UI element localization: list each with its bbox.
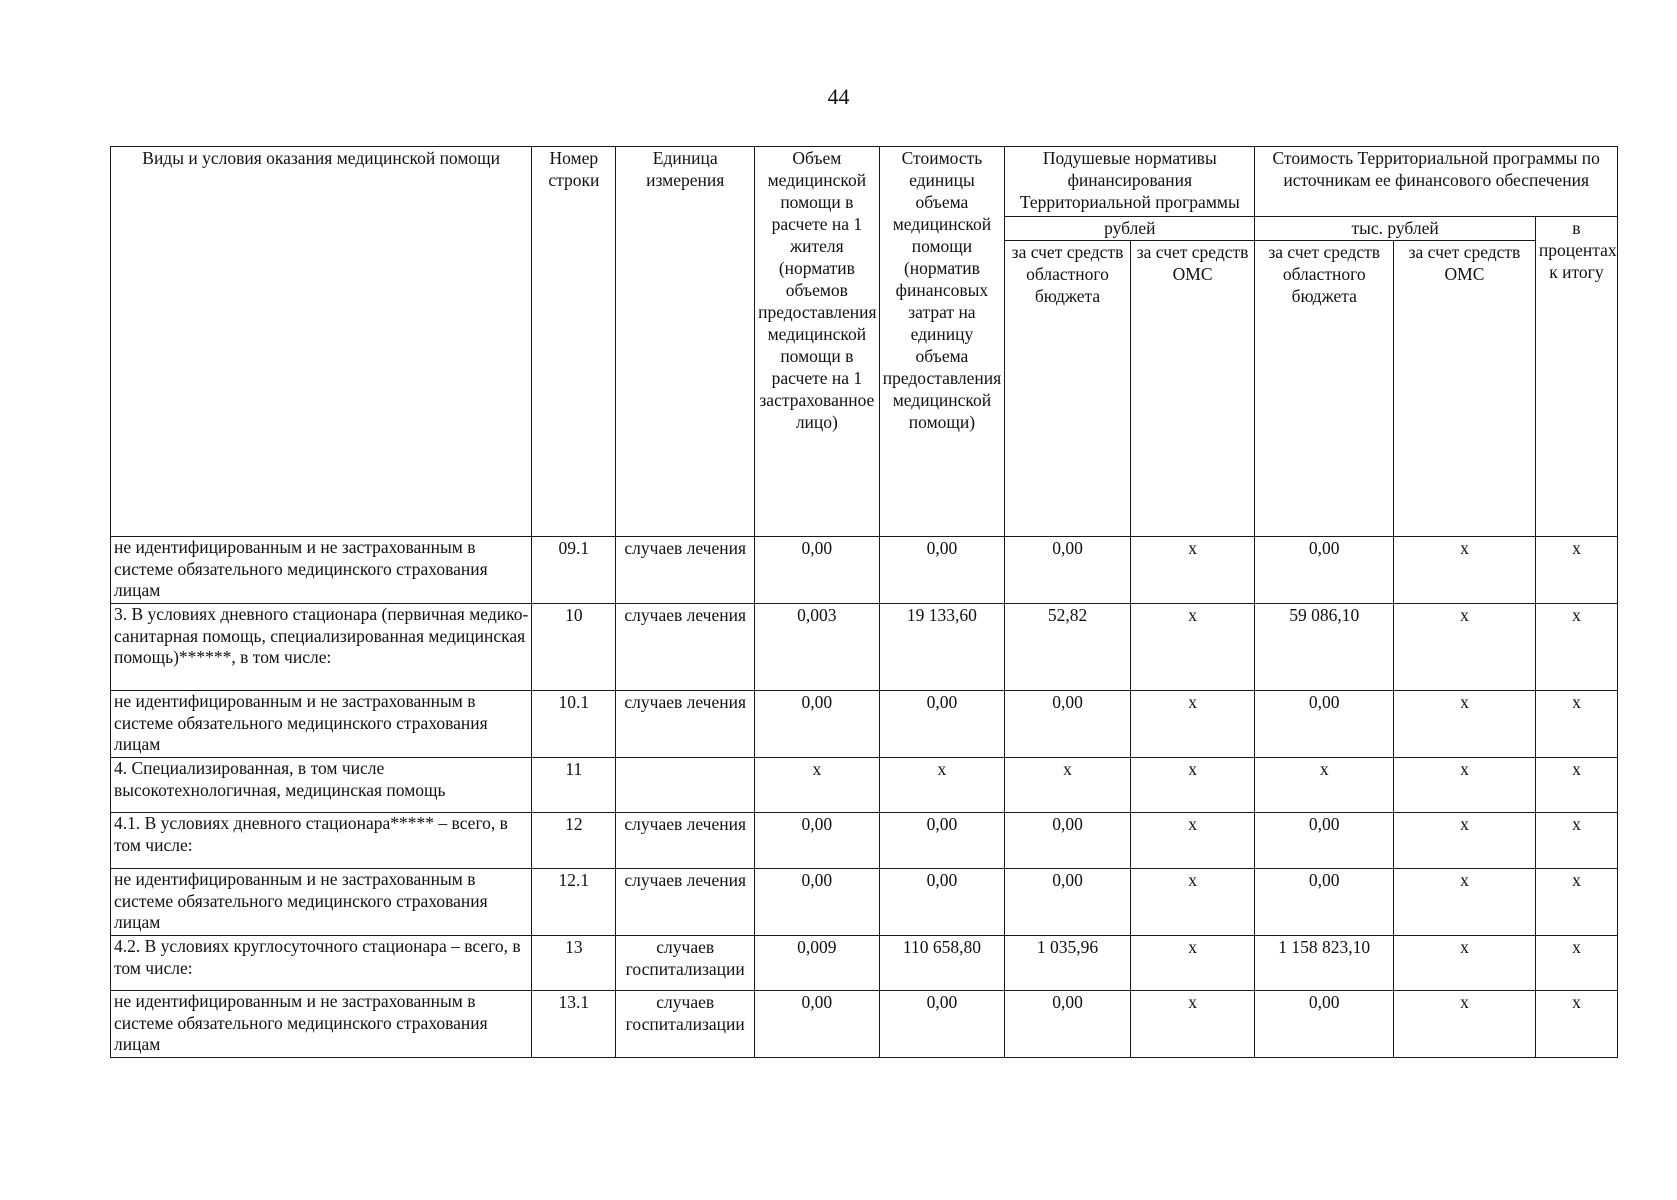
table-row xyxy=(111,869,1618,936)
row-unit: случаев лечения xyxy=(616,869,755,936)
row-cost: 110 658,80 xyxy=(879,936,1005,991)
row-per-capita-budget: х xyxy=(1005,758,1131,813)
row-name: не идентифицированным и не застрахованным в системе обязательного медицинского страхования лицам xyxy=(111,991,532,1058)
header-unit: Единица измерения xyxy=(616,147,755,537)
table-row xyxy=(111,537,1618,604)
row-total-budget: 0,00 xyxy=(1255,869,1394,936)
row-per-capita-oms: х xyxy=(1130,813,1255,869)
row-cost: х xyxy=(879,758,1005,813)
row-total-oms: х xyxy=(1394,991,1536,1058)
row-number: 10.1 xyxy=(532,691,616,758)
row-per-capita-budget: 0,00 xyxy=(1005,869,1131,936)
row-unit: случаев лечения xyxy=(616,813,755,869)
table-row xyxy=(111,604,1618,691)
row-percent: х xyxy=(1535,936,1617,991)
row-volume: 0,009 xyxy=(755,936,880,991)
row-total-oms: х xyxy=(1394,936,1536,991)
row-name: не идентифицированным и не застрахованным в системе обязательного медицинского страхования лицам xyxy=(111,537,532,604)
row-per-capita-oms: х xyxy=(1130,936,1255,991)
row-per-capita-oms: х xyxy=(1130,758,1255,813)
row-number: 10 xyxy=(532,604,616,691)
row-per-capita-budget: 0,00 xyxy=(1005,691,1131,758)
row-percent: х xyxy=(1535,604,1617,691)
row-number: 12 xyxy=(532,813,616,869)
header-row-number: Номер строки xyxy=(532,147,616,537)
row-number: 09.1 xyxy=(532,537,616,604)
row-per-capita-budget: 52,82 xyxy=(1005,604,1131,691)
row-total-budget: 0,00 xyxy=(1255,691,1394,758)
row-cost: 0,00 xyxy=(879,691,1005,758)
row-total-budget: 1 158 823,10 xyxy=(1255,936,1394,991)
table-row xyxy=(111,936,1618,991)
header-kind: Виды и условия оказания медицинской помощи xyxy=(111,147,532,537)
header-total-budget: за счет средств областного бюджета xyxy=(1255,241,1394,537)
row-total-oms: х xyxy=(1394,813,1536,869)
row-number: 12.1 xyxy=(532,869,616,936)
row-cost: 0,00 xyxy=(879,537,1005,604)
row-total-oms: х xyxy=(1394,758,1536,813)
row-name: 3. В условиях дневного стационара (первичная медико-санитарная помощь, специализированная медицинская помощь)******, в том числе: xyxy=(111,604,532,691)
header-thousand-rubles: тыс. рублей xyxy=(1255,217,1536,241)
row-percent: х xyxy=(1535,758,1617,813)
row-per-capita-oms: х xyxy=(1130,604,1255,691)
row-unit: случаев лечения xyxy=(616,537,755,604)
row-total-budget: х xyxy=(1255,758,1394,813)
row-cost: 0,00 xyxy=(879,869,1005,936)
row-unit: случаев госпитализации xyxy=(616,991,755,1058)
financing-table xyxy=(110,146,1618,1058)
row-cost: 19 133,60 xyxy=(879,604,1005,691)
row-per-capita-oms: х xyxy=(1130,869,1255,936)
table-row xyxy=(111,758,1618,813)
header-volume: Объем медицинской помощи в расчете на 1 жителя (норматив объемов предоставления медицинской помощи в расчете на 1 застрахованное лицо) xyxy=(755,147,880,537)
row-number: 11 xyxy=(532,758,616,813)
row-total-oms: х xyxy=(1394,869,1536,936)
row-total-budget: 0,00 xyxy=(1255,813,1394,869)
row-name: не идентифицированным и не застрахованным в системе обязательного медицинского страхования лицам xyxy=(111,691,532,758)
row-cost: 0,00 xyxy=(879,991,1005,1058)
header-per-capita-budget: за счет средств областного бюджета xyxy=(1005,241,1131,537)
row-total-budget: 0,00 xyxy=(1255,991,1394,1058)
row-name: не идентифицированным и не застрахованным в системе обязательного медицинского страхования лицам xyxy=(111,869,532,936)
page-number: 44 xyxy=(827,84,850,109)
table-row xyxy=(111,813,1618,869)
row-percent: х xyxy=(1535,991,1617,1058)
row-unit xyxy=(616,758,755,813)
row-volume: 0,00 xyxy=(755,813,880,869)
row-volume: 0,003 xyxy=(755,604,880,691)
row-per-capita-budget: 0,00 xyxy=(1005,991,1131,1058)
row-percent: х xyxy=(1535,537,1617,604)
header-per-capita: Подушевые нормативы финансирования Территориальной программы xyxy=(1005,147,1255,217)
row-per-capita-budget: 0,00 xyxy=(1005,537,1131,604)
table-row xyxy=(111,991,1618,1058)
row-percent: х xyxy=(1535,869,1617,936)
header-rubles: рублей xyxy=(1005,217,1255,241)
header-total-oms: за счет средств ОМС xyxy=(1394,241,1536,537)
row-unit: случаев лечения xyxy=(616,604,755,691)
header-percent: в процентах к итогу xyxy=(1535,217,1617,537)
row-name: 4.2. В условиях круглосуточного стационара – всего, в том числе: xyxy=(111,936,532,991)
row-number: 13 xyxy=(532,936,616,991)
row-unit: случаев лечения xyxy=(616,691,755,758)
row-percent: х xyxy=(1535,813,1617,869)
row-volume: 0,00 xyxy=(755,869,880,936)
row-name: 4.1. В условиях дневного стационара***** – всего, в том числе: xyxy=(111,813,532,869)
row-volume: 0,00 xyxy=(755,991,880,1058)
header-total-cost: Стоимость Территориальной программы по источникам ее финансового обеспечения xyxy=(1255,147,1618,217)
row-percent: х xyxy=(1535,691,1617,758)
row-total-budget: 59 086,10 xyxy=(1255,604,1394,691)
row-number: 13.1 xyxy=(532,991,616,1058)
row-per-capita-oms: х xyxy=(1130,691,1255,758)
row-cost: 0,00 xyxy=(879,813,1005,869)
header-cost: Стоимость единицы объема медицинской помощи (норматив финансовых затрат на единицу объема предоставления медицинской помощи) xyxy=(879,147,1005,537)
row-total-oms: х xyxy=(1394,691,1536,758)
row-volume: 0,00 xyxy=(755,537,880,604)
row-per-capita-budget: 0,00 xyxy=(1005,813,1131,869)
row-name: 4. Специализированная, в том числе высокотехнологичная, медицинская помощь xyxy=(111,758,532,813)
row-total-oms: х xyxy=(1394,604,1536,691)
row-total-budget: 0,00 xyxy=(1255,537,1394,604)
row-per-capita-oms: х xyxy=(1130,991,1255,1058)
row-total-oms: х xyxy=(1394,537,1536,604)
row-per-capita-oms: х xyxy=(1130,537,1255,604)
row-per-capita-budget: 1 035,96 xyxy=(1005,936,1131,991)
row-unit: случаев госпитализации xyxy=(616,936,755,991)
row-volume: х xyxy=(755,758,880,813)
row-volume: 0,00 xyxy=(755,691,880,758)
table-row xyxy=(111,691,1618,758)
header-per-capita-oms: за счет средств ОМС xyxy=(1130,241,1255,537)
